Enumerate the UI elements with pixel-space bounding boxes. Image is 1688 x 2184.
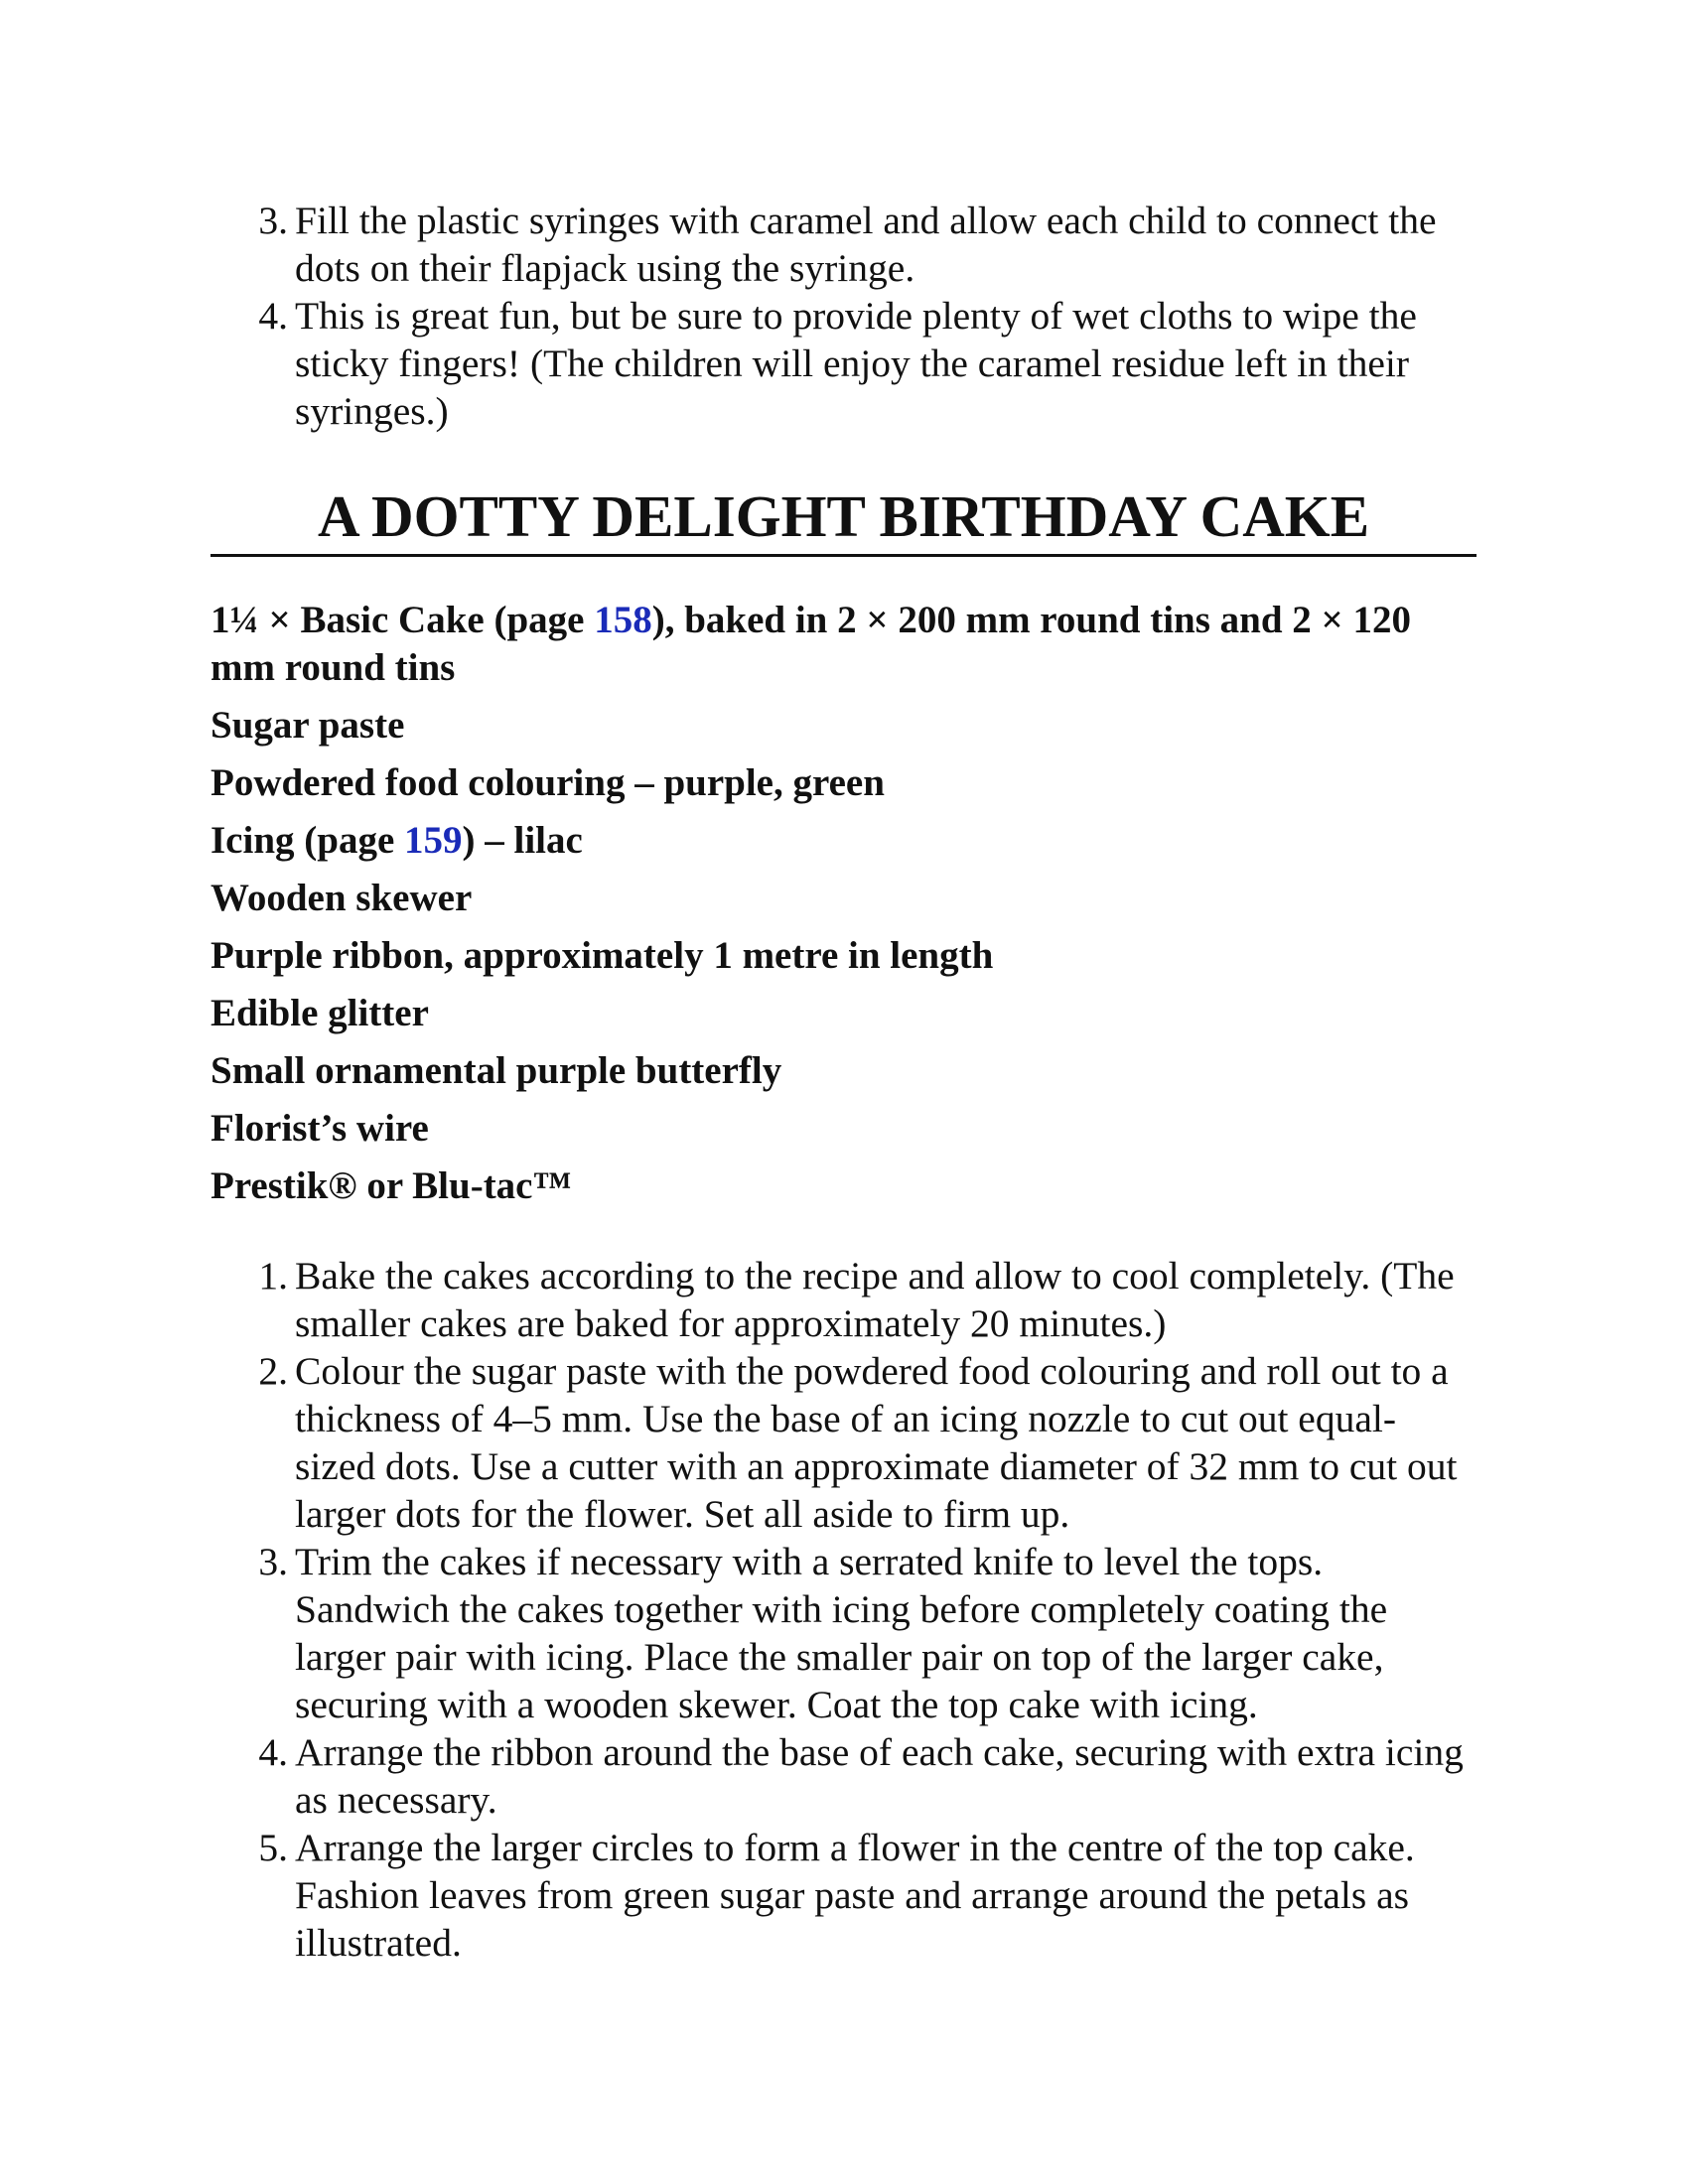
ingredient-prestik: Prestik® or Blu-tac™ — [211, 1164, 572, 1207]
ingredient-text: Icing (page — [211, 819, 404, 862]
list-item — [211, 1728, 1477, 1824]
ingredient-ribbon: Purple ribbon, approximately 1 metre in length — [211, 934, 994, 977]
ingredient-glitter: Edible glitter — [211, 992, 429, 1034]
step-text: Trim the cakes if necessary with a serrated knife to level the tops. Sandwich the cakes together with icing before completely coating the larger pair with icing. Place the smaller pair on top of the larger cake, securing with a wooden skewer. Coat the top cake with icing. — [295, 1540, 1388, 1726]
list-item — [211, 1824, 1477, 1967]
method-steps-list — [211, 1252, 1477, 1967]
ingredient-text: 1¼ × Basic Cake (page — [211, 599, 595, 641]
ingredient-sugar-paste: Sugar paste — [211, 704, 405, 747]
page-158-link[interactable]: 158 — [594, 599, 652, 641]
ingredient-butterfly: Small ornamental purple butterfly — [211, 1049, 782, 1092]
step-text: Arrange the larger circles to form a flower in the centre of the top cake. Fashion leaves from green sugar paste and arrange around the petals as illustrated. — [295, 1826, 1415, 1965]
list-item — [211, 1347, 1477, 1538]
list-item — [211, 292, 1477, 435]
step-text: Colour the sugar paste with the powdered food colouring and roll out to a thickness of 4–5 mm. Use the base of an icing nozzle to cut out equal-sized dots. Use a cutter with an approximate diameter of 32 mm to cut out larger dots for the flower. Set all aside to firm up. — [295, 1349, 1458, 1536]
book-page — [211, 197, 1477, 1967]
ingredients-list — [211, 597, 1477, 1210]
step-text: Bake the cakes according to the recipe and allow to cool completely. (The smaller cakes are baked for approximately 20 minutes.) — [295, 1254, 1455, 1345]
step-number: 5. — [258, 1826, 288, 1869]
step-text: Arrange the ribbon around the base of each cake, securing with extra icing as necessary. — [295, 1730, 1464, 1822]
ingredient-basic-cake — [211, 597, 1477, 692]
step-number: 4. — [258, 294, 288, 338]
step-number: 2. — [258, 1349, 288, 1393]
step-text: Fill the plastic syringes with caramel and allow each child to connect the dots on their flapjack using the syringe. — [295, 199, 1437, 290]
step-number: 3. — [258, 199, 288, 242]
ingredient-text: ) – lilac — [462, 819, 583, 862]
step-number: 4. — [258, 1730, 288, 1774]
step-text: This is great fun, but be sure to provide plenty of wet cloths to wipe the sticky fingers! (The children will enjoy the caramel residue left in their syringes.) — [295, 294, 1417, 433]
continued-steps-list — [211, 197, 1477, 435]
list-item — [211, 1538, 1477, 1728]
step-number: 1. — [258, 1254, 288, 1297]
ingredient-text: ), baked in 2 × 200 mm round tins and 2 × 120 mm round tins — [211, 599, 1412, 689]
list-item — [211, 1252, 1477, 1347]
ingredient-skewer: Wooden skewer — [211, 877, 473, 919]
step-number: 3. — [258, 1540, 288, 1583]
ingredient-food-colouring: Powdered food colouring – purple, green — [211, 761, 885, 804]
list-item — [211, 197, 1477, 292]
ingredient-wire: Florist’s wire — [211, 1107, 429, 1150]
recipe-title: A DOTTY DELIGHT BIRTHDAY CAKE — [211, 484, 1477, 557]
page-159-link[interactable]: 159 — [404, 819, 463, 862]
ingredient-icing — [211, 817, 1477, 865]
